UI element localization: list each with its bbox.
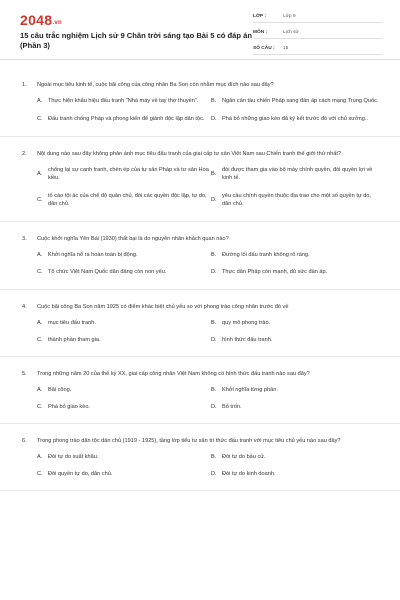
site-logo[interactable] (20, 12, 62, 28)
option-c[interactable] (37, 467, 211, 484)
option-text: Tổ chức Việt Nam Quốc dân đảng còn non yếu. (48, 269, 167, 275)
option-d[interactable] (211, 333, 379, 350)
question-number: 2. (22, 151, 27, 157)
page-header (0, 0, 400, 60)
option-text: thành phần tham gia. (48, 337, 101, 343)
question-number: 3. (22, 236, 27, 242)
option-letter: D. (211, 269, 217, 275)
option-d[interactable] (211, 265, 379, 283)
question-header (22, 235, 378, 243)
option-b[interactable] (211, 383, 379, 400)
option-b[interactable] (211, 163, 379, 189)
option-text: Đấu tranh chống Pháp và phong kiến để giành độc lập dân tộc. (48, 116, 205, 122)
option-letter: D. (211, 337, 217, 343)
option-text: Khởi nghĩa nổ ra hoàn toàn bị động. (48, 252, 138, 258)
option-text: Bãi công. (48, 387, 72, 393)
question-5 (0, 357, 400, 424)
option-grid (22, 163, 378, 215)
option-a[interactable] (37, 383, 211, 400)
question-2 (0, 137, 400, 222)
option-c[interactable] (37, 189, 211, 215)
option-text: Đòi tự do bầu cử. (222, 454, 266, 460)
option-letter: D. (211, 197, 217, 203)
option-text: Thực dân Pháp còn mạnh, đủ sức đàn áp. (222, 269, 328, 275)
option-letter: C. (37, 197, 43, 203)
option-c[interactable] (37, 112, 211, 130)
quiz-title: 15 câu trắc nghiệm Lịch sử 9 Chân trời sáng tạo Bài 5 có đáp án (Phần 3) (20, 31, 253, 50)
option-letter: C. (37, 269, 43, 275)
option-letter: B. (211, 252, 217, 258)
option-letter: B. (211, 387, 217, 393)
meta-label: LỚP : (253, 13, 267, 19)
option-d[interactable] (211, 112, 379, 130)
option-a[interactable] (37, 94, 211, 112)
option-d[interactable] (211, 400, 379, 417)
meta-row-grade (253, 10, 383, 23)
question-number: 4. (22, 304, 27, 310)
option-text: quy mô phong trào. (222, 320, 271, 326)
question-number: 5. (22, 371, 27, 377)
option-c[interactable] (37, 400, 211, 417)
option-letter: C. (37, 116, 43, 122)
option-b[interactable] (211, 316, 379, 333)
option-letter: C. (37, 337, 43, 343)
option-text: Ngăn cản tàu chiến Pháp sang đàn áp cách mạng Trung Quốc. (222, 98, 379, 104)
option-letter: A. (37, 171, 43, 177)
option-text: Đòi tự do xuất khẩu. (48, 454, 99, 460)
meta-label: SỐ CÂU : (253, 45, 275, 51)
question-header (22, 81, 378, 89)
question-6 (0, 424, 400, 491)
option-text: Đòi quyền tự do, dân chủ. (48, 471, 113, 477)
option-text: chống lại sự canh tranh, chèn ép của tư sản Pháp và tư sản Hoa kiều. (48, 167, 209, 181)
option-letter: D. (211, 404, 217, 410)
option-text: Đòi tự do kinh doanh. (222, 471, 276, 477)
option-c[interactable] (37, 265, 211, 283)
option-text: mục tiêu đấu tranh. (48, 320, 96, 326)
question-text: Nội dung nào sau đây không phản ánh mục tiêu đấu tranh của giai cấp tư sản Việt Nam sau Chiến tranh thế giới thứ nhất? (37, 151, 341, 157)
option-a[interactable] (37, 248, 211, 265)
option-letter: B. (211, 171, 217, 177)
question-number: 1. (22, 82, 27, 88)
option-text: hình thức đấu tranh. (222, 337, 273, 343)
option-letter: B. (211, 320, 217, 326)
option-letter: A. (37, 387, 43, 393)
question-text: Trong phong trào dân tộc dân chủ (1919 - 1925), tầng lớp tiểu tư sản trí thức đấu tranh với mục tiêu chủ yếu nào sau đây? (37, 438, 341, 444)
option-text: Đường lối đấu tranh không rõ ràng. (222, 252, 310, 258)
option-text: đòi được tham gia vào bộ máy chính quyền, đòi quyền lợi về kinh tế. (222, 167, 373, 181)
question-text: Ngoài mục tiêu kinh tế, cuộc bãi công của công nhân Ba Son còn nhằm mục đích nào sau đây? (37, 82, 274, 88)
option-text: Phá bỏ những giao kèo đã ký kết trước đó với chủ xưởng.. (222, 116, 369, 122)
option-a[interactable] (37, 163, 211, 189)
option-text: tố cáo tội ác của chế độ quân chủ, đòi các quyền độc lập, tự do, dân chủ. (48, 193, 207, 207)
option-letter: C. (37, 471, 43, 477)
question-header (22, 150, 378, 158)
question-number: 6. (22, 438, 27, 444)
option-d[interactable] (211, 189, 379, 215)
option-text: Bỏ trốn. (222, 404, 242, 410)
option-letter: D. (211, 471, 217, 477)
option-letter: A. (37, 98, 43, 104)
option-c[interactable] (37, 333, 211, 350)
option-b[interactable] (211, 450, 379, 467)
question-list (0, 68, 400, 491)
question-4 (0, 290, 400, 357)
meta-row-subject (253, 26, 383, 39)
option-d[interactable] (211, 467, 379, 484)
option-letter: B. (211, 454, 217, 460)
option-a[interactable] (37, 316, 211, 333)
logo-text: 2048 (20, 12, 53, 28)
option-letter: A. (37, 252, 43, 258)
question-3 (0, 222, 400, 290)
option-b[interactable] (211, 94, 379, 112)
meta-row-count (253, 42, 383, 55)
option-letter: B. (211, 98, 217, 104)
option-grid (22, 316, 378, 350)
option-text: Khởi nghĩa từng phần. (222, 387, 278, 393)
option-grid (22, 450, 378, 484)
question-text: Trong những năm 20 của thế kỷ XX, giai cấp công nhân Việt Nam không có hình thức đấu tranh nào sau đây? (37, 371, 310, 377)
meta-label: MÔN : (253, 29, 268, 35)
question-1 (0, 68, 400, 137)
question-header (22, 303, 378, 311)
question-text: Cuộc khởi nghĩa Yên Bái (1930) thất bại là do nguyên nhân khách quan nào? (37, 236, 229, 242)
meta-value: Lớp 9 (283, 13, 296, 19)
logo-suffix: .vn (52, 20, 62, 26)
quiz-meta (253, 10, 383, 58)
question-text: Cuộc bãi công Ba Son năm 1925 có điểm khác biệt chủ yếu so với phong trào công nhân trước đó về (37, 304, 289, 310)
question-header (22, 370, 378, 378)
option-grid (22, 383, 378, 417)
question-header (22, 437, 378, 445)
option-text: Phá bỏ giao kèo. (48, 404, 90, 410)
option-letter: A. (37, 320, 43, 326)
meta-value: 15 (283, 45, 289, 51)
option-a[interactable] (37, 450, 211, 467)
option-grid (22, 248, 378, 283)
option-text: Thực hiện khẩu hiệu đấu tranh "Nhà máy về tay thợ thuyền". (48, 98, 199, 104)
meta-value: Lịch sử (283, 29, 299, 35)
option-letter: C. (37, 404, 43, 410)
option-letter: D. (211, 116, 217, 122)
option-b[interactable] (211, 248, 379, 265)
option-letter: A. (37, 454, 43, 460)
option-text: yêu cầu chính quyền thuộc địa trao cho một số quyền tự do, dân chủ. (222, 193, 371, 207)
option-grid (22, 94, 378, 130)
